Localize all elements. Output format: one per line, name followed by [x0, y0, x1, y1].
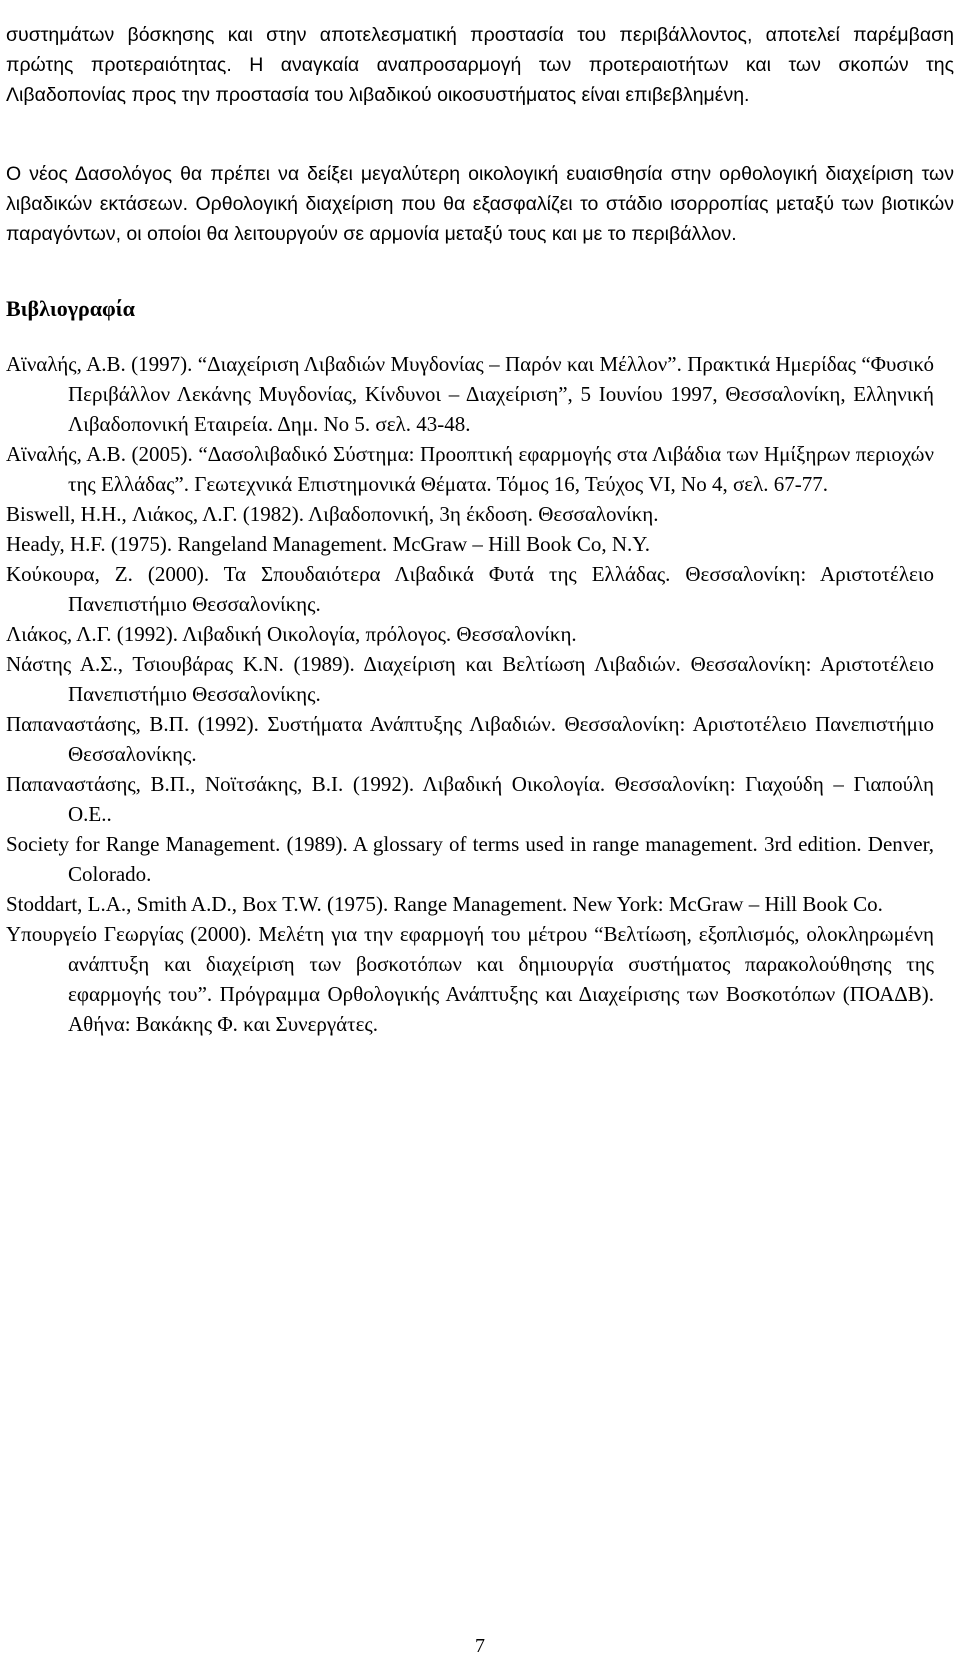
reference-item: Stoddart, L.A., Smith A.D., Box T.W. (1975). Range Management. New York: McGraw – Hill Book Co.: [6, 892, 883, 916]
reference-item: Biswell, H.H., Λιάκος, Λ.Γ. (1982). Λιβαδοπονική, 3η έκδοση. Θεσσαλονίκη.: [6, 502, 659, 526]
reference-item: Λιάκος, Λ.Γ. (1992). Λιβαδική Οικολογία, πρόλογος. Θεσσαλονίκη.: [6, 622, 577, 646]
body-paragraph: συστημάτων βόσκησης και στην αποτελεσματική προστασία του περιβάλλοντος, αποτελεί παρέμβαση πρώτης προτεραιότητας. Η αναγκαία αναπροσαρμογή των προτεραιοτήτων και των σκοπών της Λιβαδοπονίας προς την προστασία του λιβαδικού οικοσυστήματος είναι επιβεβλημένη.: [6, 23, 954, 106]
bibliography-heading: Βιβλιογραφία: [6, 296, 135, 321]
reference-item: Αϊναλής, Α.Β. (1997). “Διαχείριση Λιβαδιών Μυγδονίας – Παρόν και Μέλλον”. Πρακτικά Ημερίδας “Φυσικό Περιβάλλον Λεκάνης Μυγδονίας, Κίνδυνοι – Διαχείριση”, 5 Ιουνίου 1997, Θεσσαλονίκη, Ελληνική Λιβαδοπονική Εταιρεία. Δημ. Νο 5. σελ. 43-48.: [6, 352, 934, 436]
reference-item: Υπουργείο Γεωργίας (2000). Μελέτη για την εφαρμογή του μέτρου “Βελτίωση, εξοπλισμός, ολοκληρωμένη ανάπτυξη και διαχείριση των βοσκοτόπων και δημιουργία συστήματος παρακολούθησης της εφαρμογής του”. Πρόγραμμα Ορθολογικής Ανάπτυξης και Διαχείρισης των Βοσκοτόπων (ΠΟΑΔΒ). Αθήνα: Βακάκης Φ. και Συνεργάτες.: [6, 922, 934, 1036]
page-number: 7: [475, 1635, 485, 1657]
reference-item: Κούκουρα, Ζ. (2000). Τα Σπουδαιότερα Λιβαδικά Φυτά της Ελλάδας. Θεσσαλονίκη: Αριστοτέλειο Πανεπιστήμιο Θεσσαλονίκης.: [6, 562, 934, 616]
reference-item: Αϊναλής, Α.Β. (2005). “Δασολιβαδικό Σύστημα: Προοπτική εφαρμογής στα Λιβάδια των Ημίξηρων περιοχών της Ελλάδας”. Γεωτεχνικά Επιστημονικά Θέματα. Τόμος 16, Τεύχος VI, Νο 4, σελ. 67-77.: [6, 442, 934, 496]
reference-item: Παπαναστάσης, Β.Π. (1992). Συστήματα Ανάπτυξης Λιβαδιών. Θεσσαλονίκη: Αριστοτέλειο Πανεπιστήμιο Θεσσαλονίκης.: [6, 712, 934, 766]
reference-item: Παπαναστάσης, Β.Π., Νοϊτσάκης, Β.Ι. (1992). Λιβαδική Οικολογία. Θεσσαλονίκη: Γιαχούδη – Γιαπούλη Ο.Ε..: [6, 772, 934, 826]
reference-item: Νάστης Α.Σ., Τσιουβάρας Κ.Ν. (1989). Διαχείριση και Βελτίωση Λιβαδιών. Θεσσαλονίκη: Αριστοτέλειο Πανεπιστήμιο Θεσσαλονίκης.: [6, 652, 934, 706]
body-paragraph: Ο νέος Δασολόγος θα πρέπει να δείξει μεγαλύτερη οικολογική ευαισθησία στην ορθολογική διαχείριση των λιβαδικών εκτάσεων. Ορθολογική διαχείριση που θα εξασφαλίζει το στάδιο ισορροπίας μεταξύ των βιοτικών παραγόντων, οι οποίοι θα λειτουργούν σε αρμονία μεταξύ τους και με το περιβάλλον.: [6, 162, 954, 245]
reference-item: Society for Range Management. (1989). A glossary of terms used in range management. 3rd edition. Denver, Colorado.: [6, 832, 934, 886]
reference-item: Heady, H.F. (1975). Rangeland Management. McGraw – Hill Book Co, N.Y.: [6, 532, 650, 556]
reference-list: [6, 349, 934, 1039]
